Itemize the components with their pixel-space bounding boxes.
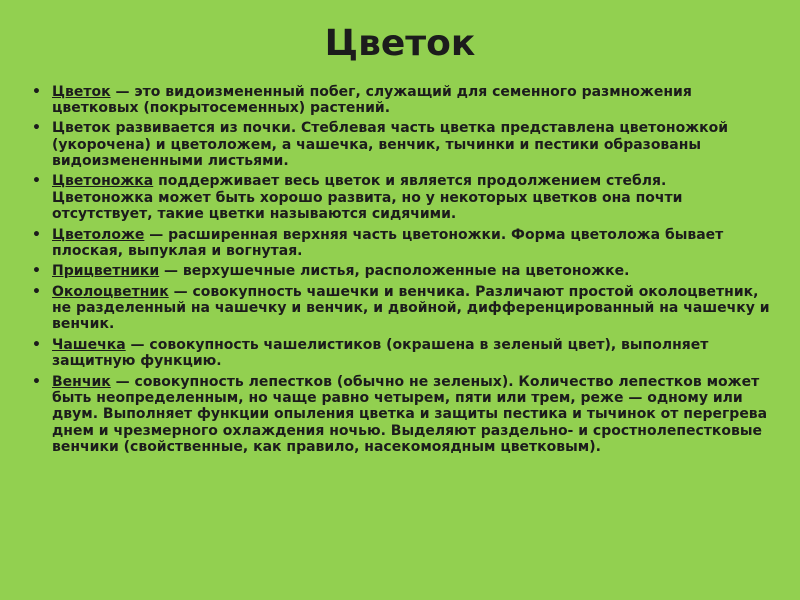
bullet-term: Околоцветник (52, 283, 169, 300)
bullet-term: Прицветники (52, 263, 160, 280)
bullet-item-development (30, 120, 770, 169)
bullet-text: — совокупность чашелистиков (окрашена в зеленый цвет), выполняет защитную функцию. (52, 336, 709, 370)
bullet-item-bracts (30, 263, 770, 279)
bullet-text: — расширенная верхняя часть цветоножки. Форма цветоложа бывает плоская, выпуклая и вогнутая. (52, 226, 724, 259)
bullet-item-pedicel (30, 173, 770, 222)
bullet-text: поддерживает весь цветок и является продолжением стебля. Цветоножка может быть хорошо развита, но у некоторых цветков она почти отсутствует, такие цветки называются сидячими. (52, 173, 683, 223)
bullet-term: Цветоложе (52, 226, 145, 243)
bullet-item-perianth (30, 284, 770, 333)
slide-title: Цветок (324, 23, 476, 64)
bullet-term: Цветоножка (52, 173, 154, 190)
bullet-list (30, 84, 770, 456)
bullet-text: — это видоизмененный побег, служащий для семенного размножения цветковых (покрытосеменных) растений. (52, 83, 692, 116)
bullet-item-receptacle (30, 227, 770, 260)
bullet-item-calyx (30, 337, 770, 370)
bullet-term: Чашечка (52, 336, 126, 353)
bullet-text: — совокупность чашечки и венчика. Различают простой околоцветник, не разделенный на чашечку и венчик, и двойной, дифференцированный на чашечку и венчик. (52, 283, 770, 333)
bullet-text: — верхушечные листья, расположенные на цветоножке. (159, 263, 630, 280)
bullet-item-corolla (30, 374, 770, 456)
bullet-text: Цветок развивается из почки. Стеблевая часть цветка представлена цветоножкой (укорочена) и цветоложем, а чашечка, венчик, тычинки и пестики образованы видоизмененными листьями. (52, 120, 729, 170)
bullet-text: — совокупность лепестков (обычно не зеленых). Количество лепестков может быть неопределенным, но чаще равно четырем, пяти или трем, реже — одному или двум. Выполняет функции опыления цветка и защиты пестика и тычинок от перегрева днем и чрезмерного охлаждения ночью. Выделяют раздельно- и сростнолепестковые венчики (свойственные, как правило, насекомоядным цветковым). (52, 373, 768, 456)
bullet-term: Венчик (52, 373, 111, 390)
bullet-item-flower (30, 84, 770, 117)
bullet-term: Цветок (52, 83, 111, 100)
